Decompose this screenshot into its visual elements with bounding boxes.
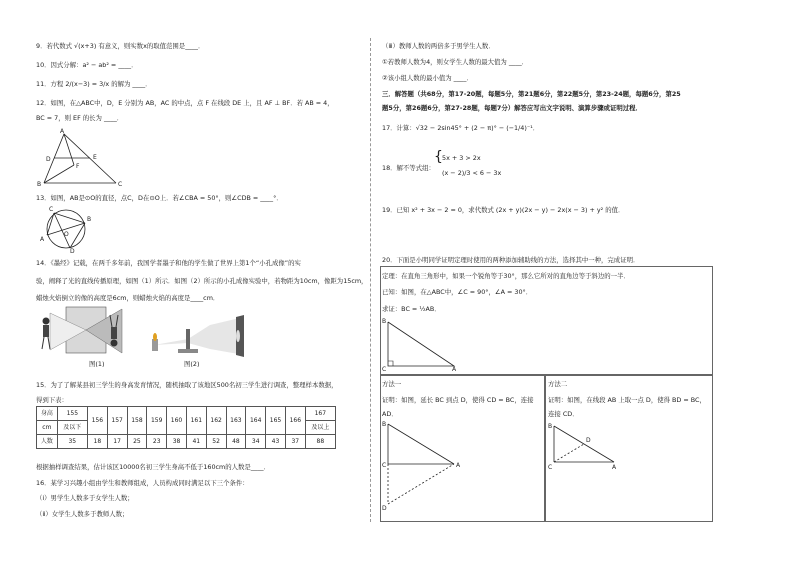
triangle-abc-figure bbox=[36, 128, 126, 188]
question-9: 9．若代数式 √(x+3) 有意义，则实数x的取值范围是____． bbox=[36, 42, 205, 50]
method-2-title: 方法二 bbox=[548, 380, 568, 388]
label-b: B bbox=[37, 181, 42, 188]
circle-label-b: B bbox=[87, 216, 92, 223]
question-19: 19．已知 x² + 3x − 2 = 0，求代数式 (2x + y)(2x − y) − 2x(x − 3) + y² 的值． bbox=[382, 206, 625, 214]
table-row-header bbox=[37, 407, 336, 421]
method-1-line2: AD． bbox=[382, 410, 398, 418]
question-16-sub-2: ②该小组人数的最小值为 ____． bbox=[382, 74, 473, 82]
brace: { bbox=[434, 149, 443, 165]
table-cell: 38 bbox=[167, 435, 187, 449]
label-d: D bbox=[46, 156, 51, 163]
method-2-line2: 连接 CD． bbox=[548, 410, 579, 418]
m2-label-a: A bbox=[612, 464, 617, 471]
table-cell: 25 bbox=[127, 435, 147, 449]
table-cell: 43 bbox=[266, 435, 286, 449]
inequality-2: (x − 2)/3 < 6 − 3x bbox=[442, 169, 502, 177]
method-1-title: 方法一 bbox=[382, 380, 402, 388]
table-cell: 35 bbox=[57, 435, 87, 449]
right-triangle-figure bbox=[382, 318, 462, 372]
question-15-line2: 得到下表： bbox=[36, 396, 68, 404]
m2-label-c: C bbox=[548, 464, 553, 471]
m2-label-b: B bbox=[548, 423, 553, 430]
question-16-condition-2: （ⅱ）女学生人数多于教师人数； bbox=[36, 510, 129, 518]
table-cell: 17 bbox=[107, 435, 127, 449]
label-c: C bbox=[118, 181, 123, 188]
label-f: F bbox=[76, 163, 80, 170]
question-15-line1: 15．为了了解某县初三学生的身高发育情况，随机抽取了该地区500名初三学生进行调查，整理样本数据， bbox=[36, 381, 338, 389]
question-15-line3: 根据抽样调查结果，估计该区10000名初三学生身高不低于160cm的人数是____． bbox=[36, 463, 270, 471]
table-cell: 161 bbox=[186, 407, 206, 435]
m1-label-b: B bbox=[382, 421, 387, 428]
question-12-line2: BC = 7，则 EF 的长为 ____． bbox=[36, 114, 124, 122]
table-cell: 157 bbox=[107, 407, 127, 435]
method-1-figure bbox=[382, 418, 472, 514]
question-18-label: 18．解不等式组： bbox=[382, 164, 435, 172]
theorem-text: 定理：在直角三角形中，如果一个锐角等于30°，那么它所对的直角边等于斜边的一半． bbox=[382, 272, 630, 280]
m1-label-d: D bbox=[382, 505, 387, 512]
table-cell: cm bbox=[37, 421, 58, 435]
method-1-line1: 证明：如图，延长 BC 到点 D，使得 CD = BC，连接 bbox=[382, 396, 534, 404]
table-cell: 48 bbox=[226, 435, 246, 449]
circle-label-o: O bbox=[64, 231, 69, 238]
m1-label-a: A bbox=[456, 462, 461, 469]
rt-label-a: A bbox=[452, 366, 457, 372]
table-cell: 41 bbox=[186, 435, 206, 449]
question-13: 13．如图，AB是⊙O的直径，点C，D在⊙O上．若∠CBA = 50°，则∠CDB = ____°． bbox=[36, 194, 283, 202]
table-cell: 159 bbox=[147, 407, 167, 435]
table-cell: 52 bbox=[206, 435, 226, 449]
question-11: 11．方程 2/(x−3) = 3/x 的解为 ____． bbox=[36, 80, 152, 88]
table-cell: 18 bbox=[87, 435, 107, 449]
section-3-heading-line1: 三．解答题（共68分，第17-20题，每题5分，第21题6分，第22题5分，第23-24题，每题6分，第25 bbox=[382, 90, 681, 98]
question-16-sub-1: ①若教师人数为4，则女学生人数的最大值为 ____． bbox=[382, 58, 529, 66]
table-cell: 37 bbox=[285, 435, 305, 449]
question-10: 10．因式分解：a² − ab² = ____． bbox=[36, 61, 138, 69]
circle-label-a: A bbox=[40, 236, 45, 243]
label-a: A bbox=[60, 128, 65, 135]
column-divider bbox=[370, 38, 371, 522]
question-16-line1: 16．某学习兴趣小组由学生和教师组成，人员构成同时满足以下三个条件： bbox=[36, 479, 249, 487]
m2-label-d: D bbox=[586, 437, 591, 444]
table-cell: 23 bbox=[147, 435, 167, 449]
prove-text: 求证：BC = ½AB． bbox=[382, 305, 441, 313]
table-cell: 人数 bbox=[37, 435, 58, 449]
circle-label-c: C bbox=[49, 206, 54, 213]
table-cell: 及以上 bbox=[305, 421, 335, 435]
height-table bbox=[36, 406, 336, 449]
section-3-heading-line2: 题5分，第26题6分，第27-28题，每题7分）解答应写出文字说明、演算步骤或证明过程． bbox=[382, 104, 642, 112]
given-text: 已知：如图，在△ABC中，∠C = 90°，∠A = 30°． bbox=[382, 288, 533, 296]
circle-label-d: D bbox=[70, 248, 75, 253]
question-20-intro: 20．下面是小明同学证明定理时使用的两种添加辅助线的方法，选择其中一种，完成证明． bbox=[382, 256, 640, 264]
question-16-condition-3: （ⅲ）教师人数的两倍多于男学生人数． bbox=[382, 42, 495, 50]
question-17: 17．计算：√32 − 2sin45° + (2 − π)° − (−1/4)⁻¹． bbox=[382, 124, 540, 132]
rt-label-c: C bbox=[382, 366, 387, 372]
label-e: E bbox=[93, 154, 97, 161]
table-cell: 162 bbox=[206, 407, 226, 435]
table-cell: 156 bbox=[87, 407, 107, 435]
table-cell: 166 bbox=[285, 407, 305, 435]
table-cell: 及以下 bbox=[57, 421, 87, 435]
pinhole-figure-1 bbox=[36, 305, 136, 357]
table-cell: 163 bbox=[226, 407, 246, 435]
table-cell: 身高 bbox=[37, 407, 58, 421]
figure-1-caption: 图(1) bbox=[89, 360, 105, 368]
circle-o-figure bbox=[36, 203, 96, 253]
table-cell: 167 bbox=[305, 407, 335, 421]
table-cell: 88 bbox=[305, 435, 335, 449]
rt-label-b: B bbox=[382, 318, 387, 325]
question-14-line1: 14．《墨经》记载，在两千多年前，我国学者墨子和他的学生做了世界上第1个“小孔成像”的实 bbox=[36, 259, 301, 267]
table-cell: 155 bbox=[57, 407, 87, 421]
table-cell: 34 bbox=[246, 435, 266, 449]
table-cell: 164 bbox=[246, 407, 266, 435]
pinhole-figure-2 bbox=[148, 315, 248, 357]
question-16-condition-1: （ⅰ）男学生人数多于女学生人数； bbox=[36, 494, 134, 502]
method-2-line1: 证明：如图，在线段 AB 上取一点 D，使得 BD = BC， bbox=[548, 396, 706, 404]
method-2-figure bbox=[548, 420, 638, 472]
question-12-line1: 12．如图，在△ABC中，D，E 分别为 AB，AC 的中点，点 F 在线段 DE 上，且 AF ⊥ BF．若 AB = 4， bbox=[36, 99, 334, 107]
inequality-1: 5x + 3 > 2x bbox=[442, 154, 481, 162]
figure-2-caption: 图(2) bbox=[184, 360, 200, 368]
question-14-line3: 蜡烛火焰倒立的像的高度是6cm，则蜡烛火焰的高度是____cm． bbox=[36, 294, 220, 302]
table-row-counts bbox=[37, 435, 336, 449]
table-cell: 158 bbox=[127, 407, 147, 435]
question-14-line2: 验，阐释了光的直线传播原理，如图（1）所示．如图（2）所示的小孔成像实验中，若物距为10cm，像距为15cm， bbox=[36, 277, 368, 285]
m1-label-c: C bbox=[382, 462, 387, 469]
table-cell: 160 bbox=[167, 407, 187, 435]
table-cell: 165 bbox=[266, 407, 286, 435]
